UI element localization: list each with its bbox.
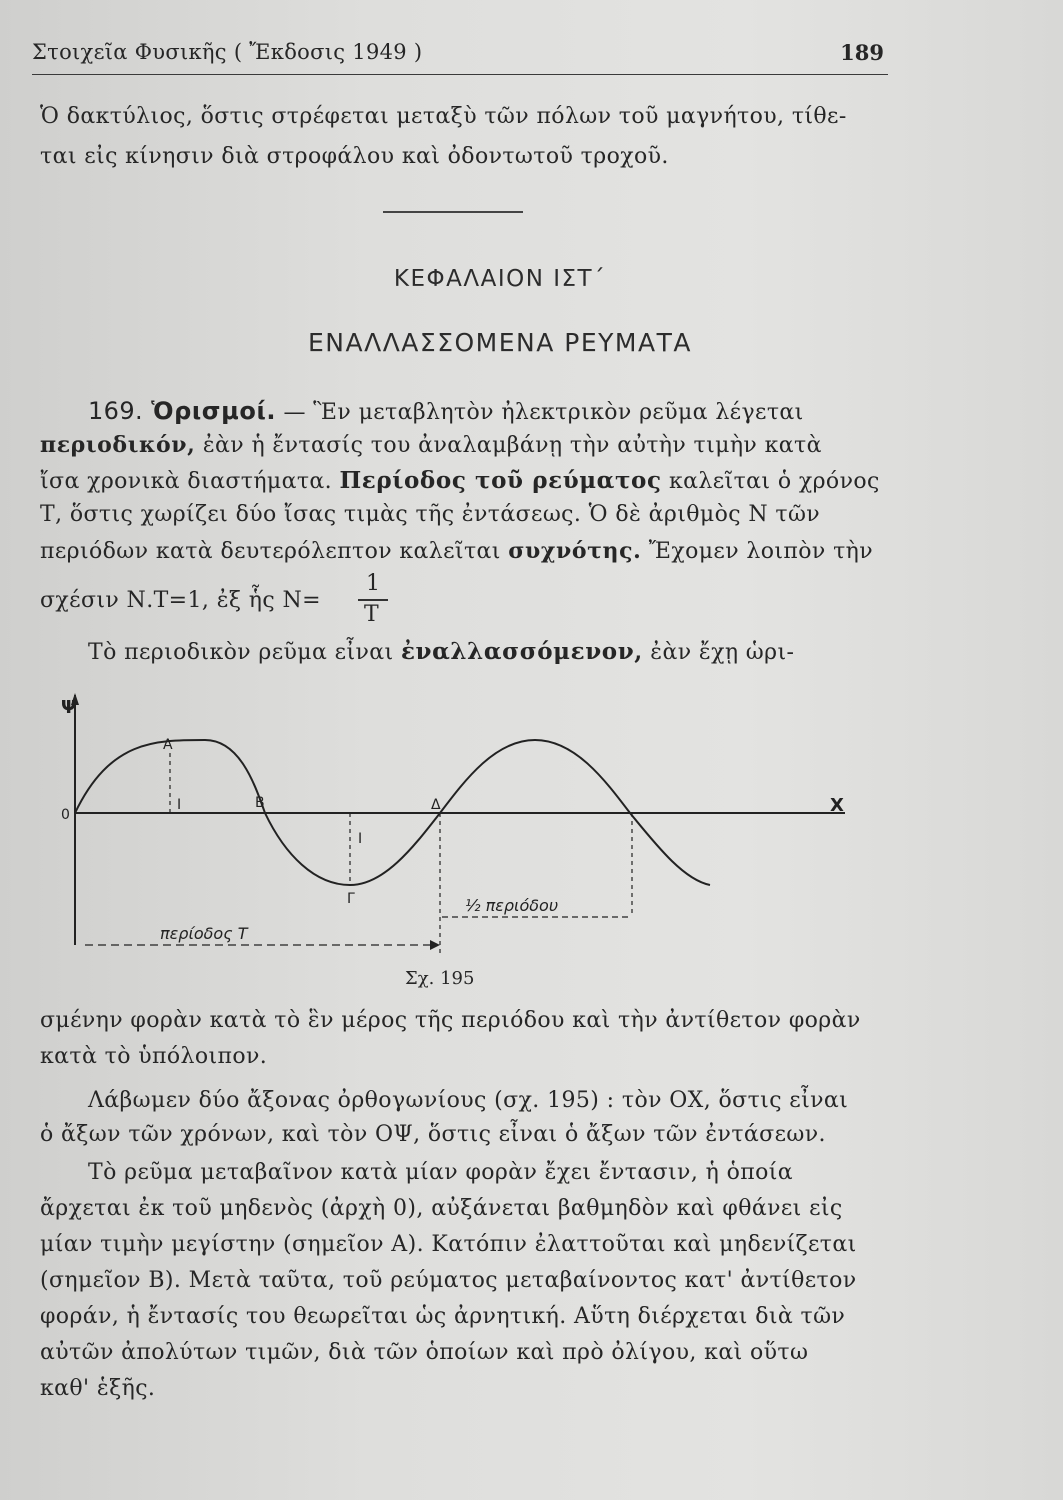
body-line-11: καθ' ἑξῆς. [40,1376,156,1401]
section-number: 169. [88,397,152,425]
term-frequency: συχνότης. [508,538,642,564]
body-line-5: Τὸ ρεῦμα μεταβαῖνον κατὰ μίαν φορὰν ἔχει ἔντασιν, ἡ ὁποία [88,1160,794,1185]
body-line-9: φοράν, ἡ ἔντασίς του θεωρεῖται ὡς ἀρνητική. Αὕτη διέρχεται διὰ τῶν [40,1304,846,1329]
term-period: Περίοδος τοῦ ρεύματος [339,467,662,494]
fraction-numerator: 1 [366,571,380,596]
section-line-3-post: καλεῖται ὁ χρόνος [661,469,880,494]
body-line-3: Λάβωμεν δύο ἄξονας ὀρθογωνίους (σχ. 195) : τὸν ΟΧ, ὅστις εἶναι [88,1088,849,1113]
figure-sine-wave [55,685,885,965]
fraction-denominator: Τ [364,602,379,627]
figure-caption: Σχ. 195 [405,968,475,989]
period-label: περίοδος Τ [160,924,248,943]
section-line-7-post: ἐὰν ἔχῃ ὡρι- [642,640,795,665]
body-line-1: σμένην φορὰν κατὰ τὸ ἓν μέρος τῆς περιόδου καὶ τὴν ἀντίθετον φορὰν [40,1008,861,1033]
amplitude-label-up: Ι [177,797,182,813]
section-heading: Ὁρισμοί. [151,397,277,425]
body-line-10: αὐτῶν ἀπολύτων τιμῶν, διὰ τῶν ὁποίων καὶ πρὸ ὀλίγου, καὶ οὕτω [40,1340,809,1365]
origin-label: 0 [61,807,70,823]
section-line-5-post: Ἔχομεν λοιπὸν τὴν [641,539,874,564]
body-line-7: μίαν τιμὴν μεγίστην (σημεῖον Α). Κατόπιν ἐλαττοῦται καὶ μηδενίζεται [40,1232,857,1257]
intro-line-2: ται εἰς κίνησιν διὰ στροφάλου καὶ ὀδοντωτοῦ τροχοῦ. [40,144,669,169]
section-line-6: σχέσιν Ν.Τ=1, ἐξ ἧς Ν= [40,588,321,613]
section-line-3 [40,467,880,494]
body-line-2: κατὰ τὸ ὑπόλοιπον. [40,1044,268,1069]
section-line-3-pre: ἴσα χρονικὰ διαστήματα. [40,469,340,494]
trough-label: Γ [347,891,355,907]
section-line-7 [88,638,794,665]
half-period-label: ½ περιόδου [465,896,559,915]
period-arrow [430,940,440,950]
y-axis-label: Ψ [61,697,77,718]
running-header [32,40,888,75]
body-line-6: ἄρχεται ἐκ τοῦ μηδενὸς (ἀρχὴ 0), αὐξάνεται βαθμηδὸν καὶ φθάνει εἰς [40,1196,843,1221]
intro-line-1: Ὁ δακτύλιος, ὅστις στρέφεται μεταξὺ τῶν πόλων τοῦ μαγνήτου, τίθε- [40,104,847,129]
section-line-2 [40,432,822,458]
chapter-number: ΚΕΦΑΛΑΙΟΝ ΙΣΤ΄ [393,266,607,292]
term-alternating: ἐναλλασσόμενον, [400,638,643,665]
zero-label-b: Β [255,795,265,811]
section-line-1 [88,397,804,425]
body-line-8: (σημεῖον Β). Μετὰ ταῦτα, τοῦ ρεύματος μεταβαίνοντος κατ' ἀντίθετον [40,1268,857,1293]
section-line-4: Τ, ὅστις χωρίζει δύο ἴσας τιμὰς τῆς ἐντάσεως. Ὁ δὲ ἀριθμὸς Ν τῶν [40,502,821,527]
zero-label-d: Δ [431,797,441,813]
section-line-2-text: ἐὰν ἡ ἔντασίς του ἀναλαμβάνῃ τὴν αὐτὴν τιμὴν κατὰ [195,433,822,458]
page-number: 189 [840,40,884,65]
body-line-4: ὁ ἄξων τῶν χρόνων, καὶ τὸν ΟΨ, ὅστις εἶναι ὁ ἄξων τῶν ἐντάσεων. [40,1122,826,1147]
amplitude-label-down: Ι [358,831,363,847]
section-line-5-pre: περιόδων κατὰ δευτερόλεπτον καλεῖται [40,539,509,564]
header-title: Στοιχεῖα Φυσικῆς ( Ἔκδοσις 1949 ) [32,40,423,64]
term-periodic: περιοδικόν, [40,432,196,458]
fraction-bar [358,599,388,601]
peak-label: Α [163,737,173,753]
section-line-7-pre: Τὸ περιοδικὸν ρεῦμα εἶναι [88,640,401,665]
chapter-title: ΕΝΑΛΛΑΣΣΟΜΕΝΑ ΡΕΥΜΑΤΑ [308,328,692,357]
section-line-1-text: — Ἓν μεταβλητὸν ἠλεκτρικὸν ρεῦμα λέγεται [276,400,804,425]
section-line-5 [40,538,873,564]
x-axis-label: Χ [830,795,844,816]
section-divider [383,211,523,213]
